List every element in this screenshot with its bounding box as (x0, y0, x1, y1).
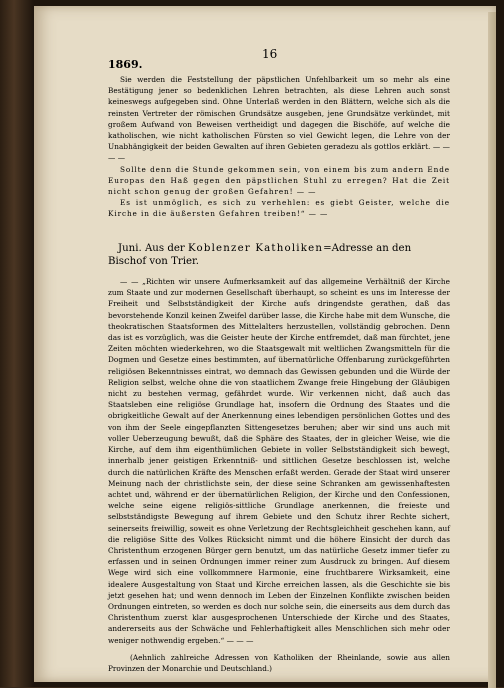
page-edge (488, 12, 496, 688)
year-marker: 1869. (108, 58, 143, 71)
heading-spaced: Koblenzer Katholiken (188, 242, 324, 254)
intro-paragraph-3: Es ist unmöglich, es sich zu verhehlen: es giebt Geister, welche die Kirche in die äußersten Gefahren treiben!“ — — (108, 198, 450, 219)
section-heading (108, 242, 450, 268)
intro-paragraph-1: Sie werden die Feststellung der päpstlichen Unfehlbarkeit um so mehr als eine Bestätigung jener so bedenklichen Lehren betrachten, als diese Lehren auch sonst keineswegs aufgegeben sind. Ohne Unterlaß werden in den Blättern, welche sich als die reinsten Vertreter der römischen Grundsätze ausgeben, jene Grundsätze verkündet, mit großem Aufwand von Beweisen vertheidigt und dagegen die Bischöfe, auf welche die katholischen, wie nicht katholischen Fürsten so viel Gewicht legen, die Lehre von der Unabhängigkeit der beiden Gewalten auf ihren Gebieten geradezu als gottlos erklärt. — — — — (108, 75, 450, 163)
intro-paragraph-2: Sollte denn die Stunde gekommen sein, von einem bis zum andern Ende Europas den Haß gegen den päpstlichen Stuhl zu erregen? Hat die Zeit nicht schon genug der großen Gefahren! — — (108, 164, 450, 197)
page-text (108, 74, 450, 674)
footnote: (Aehnlich zahlreiche Adressen von Katholiken der Rheinlande, sowie aus allen Provinzen der Monarchie und Deutschland.) (108, 652, 450, 673)
heading-suffix: =Adresse an den Bischof von Trier. (108, 242, 412, 267)
page-number: 16 (262, 47, 278, 61)
heading-prefix: Juni. Aus der (118, 242, 185, 254)
body-paragraph: — — „Richten wir unsere Aufmerksamkeit auf das allgemeine Verhältniß der Kirche zum Staate und zur modernen Gesellschaft überhaupt, so scheint es uns im Interesse der Freiheit und Selbstständigkeit der Kirche aufs dringendste gerathen, daß das bevorstehende Konzil keinen Zweifel darüber lasse, die Kirche habe mit dem Wunsche, die theokratischen Staatsformen des Mittelalters herzustellen, vollständig gebrochen. Denn das ist es vorzüglich, was die Geister heute der Kirche entfremdet, daß man fürchtet, jene Zeiten möchten wiederkehren, wo die Staatsgewalt mit weltlichen Zwangsmitteln für die Dogmen und Gesetze eines bestimmten, auf übernatürliche Offenbarung zurückgeführten religiösen Bekenntnisses eintrat, wo demnach das Gewissen gebunden und die Würde der Religion selbst, welche ohne die von staatlichem Zwange freie Hingebung der Gläubigen nicht zu bestehen vermag, gefährdet wurde. Wir verkennen nicht, daß auch das Staatsleben eine religiöse Grundlage hat, insofern die Ordnung des Staates und die obrigkeitliche Gewalt auf der Anerkennung eines lebendigen persönlichen Gottes und des von ihm der Seele eingepflanzten Sittengesetzes beruhen; aber wir sind uns auch mit voller Ueberzeugung bewußt, daß die Sphäre des Staates, der in gleicher Weise, wie die Kirche, auf dem ihm eigenthümlichen Gebiete in voller Selbstständigkeit sich bewegt, innerhalb jener geistigen Erkenntniß- und sittlichen Gesetze beschlossen ist, welche durch die natürlichen Kräfte des Menschen erfaßt werden. Gerade der Staat wird unserer Meinung nach der christlichste sein, der diese seine Schranken am gewissenhaftesten achtet und, während er der übernatürlichen Religion, der Kirche und den Confessionen, welche seine eigene religiös-sittliche Grundlage anerkennen, die freieste und selbstständigste Bewegung auf ihrem Gebiete und den Schutz ihrer Rechte sichert, seinerseits freiwillig, soweit es ohne Verletzung der Rechtsgleichheit geschehen kann, auf die religiöse Sitte des Volkes Rücksicht nimmt und die höhere Einsicht der durch das Christenthum erzogenen Bürger gern benutzt, um das natürliche Gesetz immer tiefer zu erfassen und in seinen Ordnungen immer reiner zum Ausdruck zu bringen. Auf diesem Wege wird sich eine vollkommnere Harmonie, eine fruchtbarere Wirksamkeit, eine idealere Ausgestaltung von Staat und Kirche erreichen lassen, als die Geschichte sie bis jetzt gesehen hat; und wenn dennoch im Leben der Einzelnen Konflikte zwischen beiden Ordnungen eintreten, so werden es doch nur solche sein, die einerseits aus dem durch das Christenthum zuerst klar ausgesprochenen Unterschiede der Kirche und des Staates, andererseits aus der Schwäche und Fehlerhaftigkeit alles Menschlichen sich mehr oder weniger nothwendig ergeben.“ — — — (108, 277, 450, 645)
